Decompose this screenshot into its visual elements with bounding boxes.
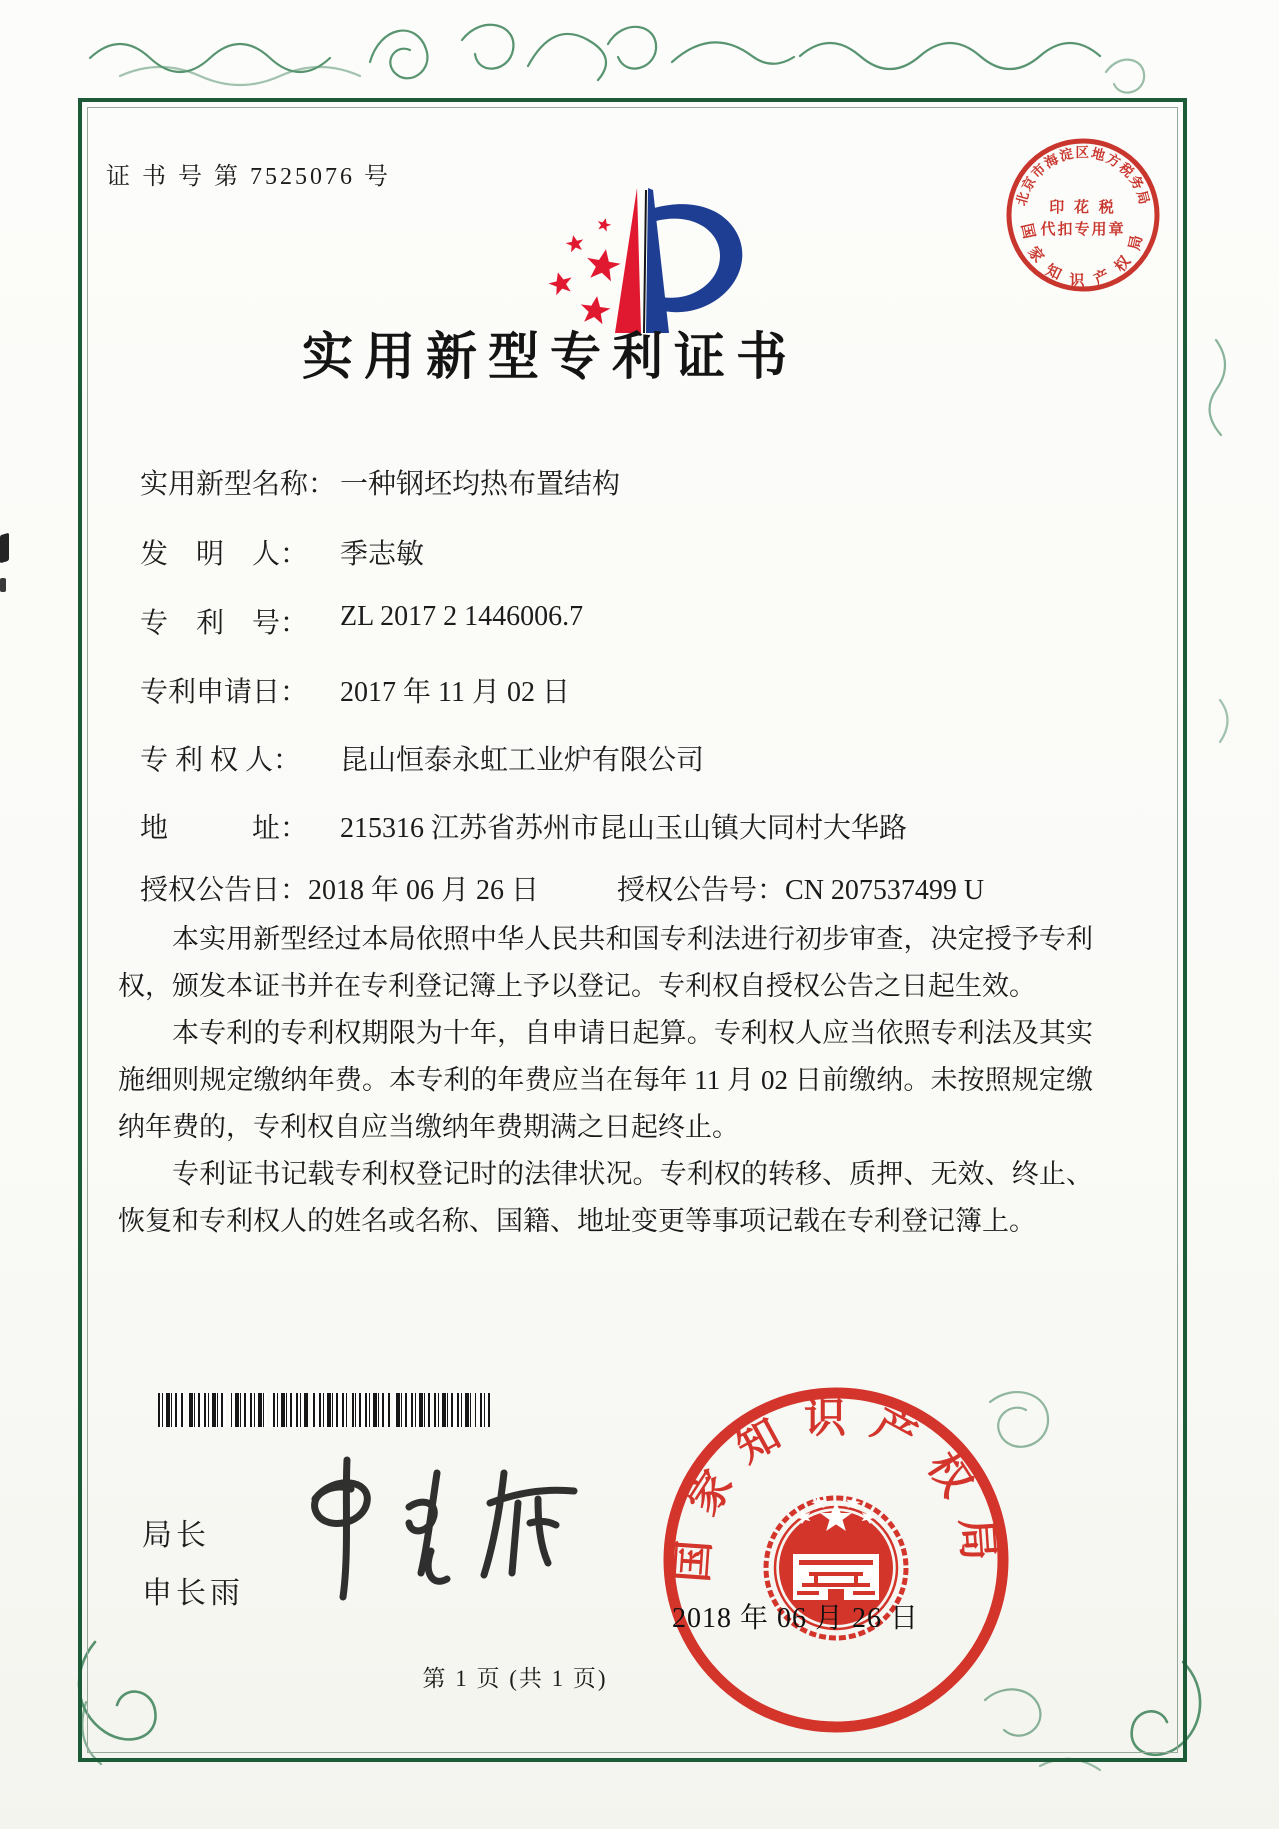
legal-paragraph: 专利证书记载专利权登记时的法律状况。专利权的转移、质押、无效、终止、恢复和专利权人的姓名或名称、国籍、地址变更等事项记载在专利登记簿上。: [118, 1159, 1093, 1236]
field-value: ZL 2017 2 1446006.7: [340, 601, 584, 632]
grant-date-value: 2018 年 06 月 26 日: [308, 875, 540, 906]
field-row-filing-date: [140, 670, 570, 710]
handwritten-signature-icon: [285, 1445, 595, 1615]
field-label: 实用新型名称：: [140, 469, 337, 500]
grant-number-value: CN 207537499 U: [785, 875, 985, 906]
grant-date: [140, 868, 539, 908]
grant-date-label: 授权公告日：: [140, 875, 309, 906]
director-title: 局长: [142, 1519, 210, 1552]
field-row-inventor: [140, 532, 424, 572]
seal-date: 2018 年 06 月 26 日: [672, 1603, 920, 1634]
scan-artifact: [0, 578, 6, 592]
scan-artifact: [0, 533, 9, 564]
director-name: 申长雨: [142, 1577, 244, 1610]
field-value: 一种钢坯均热布置结构: [340, 469, 621, 500]
field-row-name: [140, 462, 620, 502]
field-label: 专利申请日：: [140, 677, 309, 708]
field-value: 2017 年 11 月 02 日: [340, 677, 570, 708]
svg-text:北京市海淀区地方税务局: [1014, 145, 1153, 208]
tax-stamp-icon: [998, 130, 1168, 300]
certificate-number: 证 书 号 第 7525076 号: [106, 164, 391, 190]
field-label: 专 利 号：: [140, 608, 309, 639]
field-row-patent-number: [140, 601, 583, 641]
tax-stamp-bottom-arc-text: 国家知识产权局: [1017, 222, 1149, 290]
page-indicator: 第 1 页 (共 1 页): [422, 1666, 608, 1691]
field-row-address: [140, 806, 907, 846]
field-value: 季志敏: [340, 539, 425, 570]
barcode-icon: [158, 1393, 490, 1427]
legal-paragraph: 本专利的专利权期限为十年，自申请日起算。专利权人应当依照专利法及其实施细则规定缴纳年费。本专利的年费应当在每年 11 月 02 日前缴纳。未按照规定缴纳年费的，专利权自应当缴纳年费期满之日起终止。: [118, 1018, 1093, 1142]
grant-number-label: 授权公告号：: [617, 875, 786, 906]
field-label: 地 址：: [140, 813, 309, 844]
legal-text-block: [118, 916, 1093, 1245]
tax-stamp-top-arc-text: 北京市海淀区地方税务局: [1013, 145, 1153, 208]
field-label: 发 明 人：: [140, 539, 309, 570]
field-label: 专 利 权 人：: [140, 745, 302, 776]
field-row-patentee: [140, 738, 704, 778]
field-value: 215316 江苏省苏州市昆山玉山镇大同村大华路: [340, 813, 908, 844]
legal-paragraph: 本实用新型经过本局依照中华人民共和国专利法进行初步审查，决定授予专利权，颁发本证书并在专利登记簿上予以登记。专利权自授权公告之日起生效。: [118, 924, 1093, 1001]
seal-arc-text: 国家知识产权局: [670, 1396, 1002, 1584]
field-value: 昆山恒泰永虹工业炉有限公司: [340, 745, 705, 776]
tax-stamp-line1: 印 花 税: [1049, 200, 1117, 216]
grant-number: [617, 868, 984, 908]
tax-stamp-line2: 代扣专用章: [1040, 222, 1126, 238]
certificate-title: 实用新型专利证书: [301, 330, 798, 386]
